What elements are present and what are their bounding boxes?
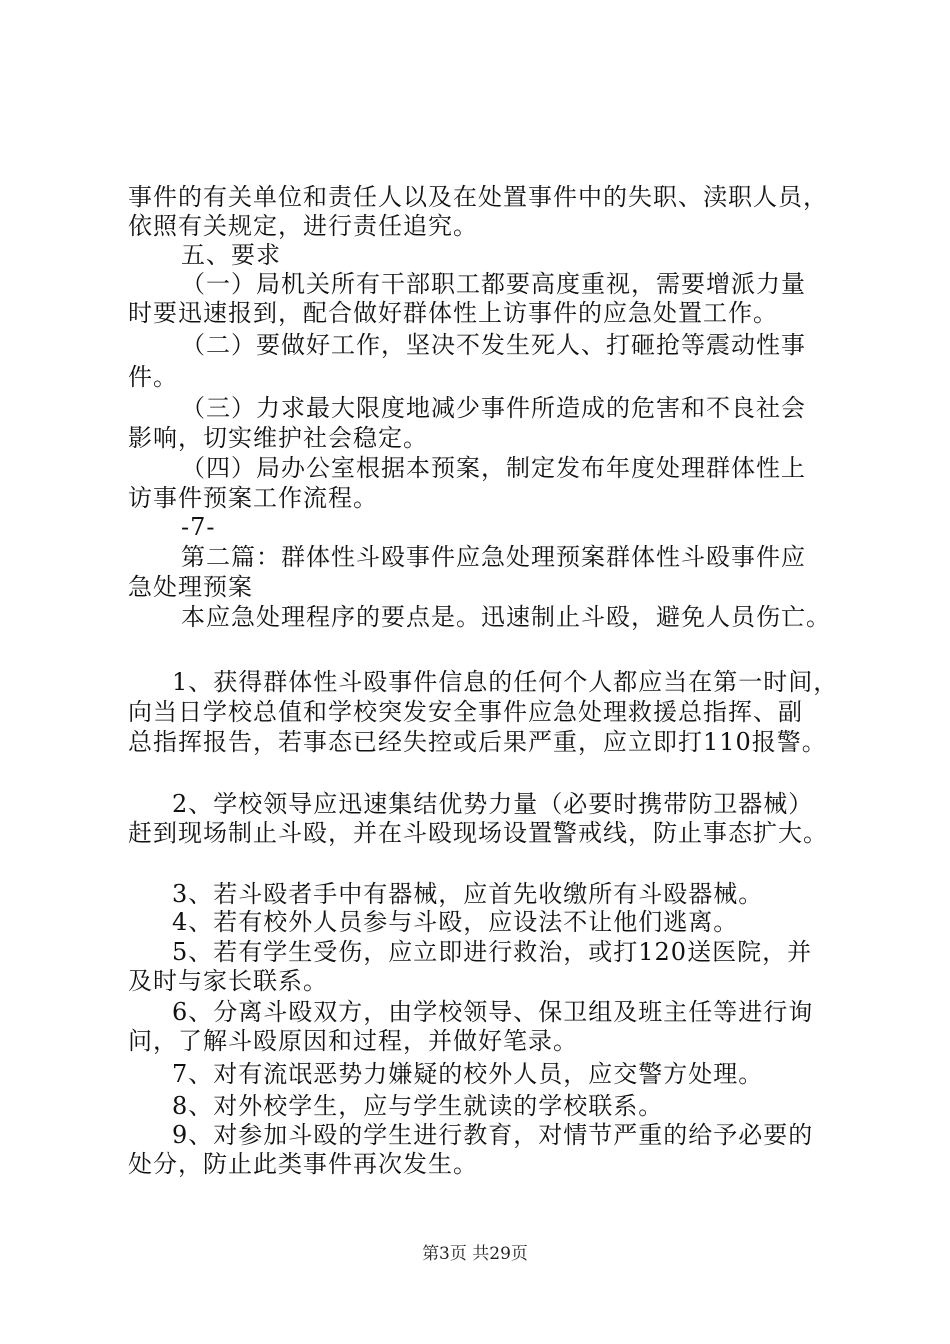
list-item: 4、若有校外人员参与斗殴，应设法不让他们逃离。 [172, 908, 739, 936]
text-line: （四）局办公室根据本预案，制定发布年度处理群体性上 [181, 454, 806, 482]
list-item: 3、若斗殴者手中有器械，应首先收缴所有斗殴器械。 [172, 880, 764, 908]
list-item: 1、获得群体性斗殴事件信息的任何个人都应当在第一时间， [172, 668, 839, 696]
text-line: 处分，防止此类事件再次发生。 [128, 1150, 478, 1178]
chapter-title: 急处理预案 [128, 573, 253, 601]
text-line: 事件的有关单位和责任人以及在处置事件中的失职、渎职人员， [128, 183, 828, 211]
list-item: 6、分离斗殴双方，由学校领导、保卫组及班主任等进行询 [172, 998, 814, 1026]
section-heading: 五、要求 [181, 241, 281, 269]
list-item: 5、若有学生受伤，应立即进行救治，或打120送医院，并 [172, 938, 813, 966]
text-line: 赶到现场制止斗殴，并在斗殴现场设置警戒线，防止事态扩大。 [128, 819, 828, 847]
page-marker: -7- [181, 513, 216, 541]
text-line: 问，了解斗殴原因和过程，并做好笔录。 [128, 1027, 578, 1055]
text-line: 本应急处理程序的要点是。迅速制止斗殴，避免人员伤亡。 [181, 603, 831, 631]
text-line: 及时与家长联系。 [128, 967, 328, 995]
text-line: 向当日学校总值和学校突发安全事件应急处理救援总指挥、副 [128, 698, 803, 726]
text-line: 访事件预案工作流程。 [128, 484, 378, 512]
text-line: （三）力求最大限度地减少事件所造成的危害和不良社会 [181, 394, 806, 422]
list-item: 9、对参加斗殴的学生进行教育，对情节严重的给予必要的 [172, 1121, 814, 1149]
list-item: 8、对外校学生，应与学生就读的学校联系。 [172, 1092, 664, 1120]
page-footer: 第3页 共29页 [422, 1244, 528, 1264]
text-line: （二）要做好工作，坚决不发生死人、打砸抢等震动性事 [181, 331, 806, 359]
text-line: 依照有关规定，进行责任追究。 [128, 212, 478, 240]
list-item: 7、对有流氓恶势力嫌疑的校外人员，应交警方处理。 [172, 1060, 764, 1088]
text-line: 总指挥报告，若事态已经失控或后果严重，应立即打110报警。 [128, 728, 827, 756]
text-line: 影响，切实维护社会稳定。 [128, 424, 428, 452]
list-item: 2、学校领导应迅速集结优势力量（必要时携带防卫器械） [172, 790, 814, 818]
text-line: （一）局机关所有干部职工都要高度重视，需要增派力量 [181, 270, 806, 298]
text-line: 时要迅速报到，配合做好群体性上访事件的应急处置工作。 [128, 299, 778, 327]
chapter-title: 第二篇：群体性斗殴事件应急处理预案群体性斗殴事件应 [181, 543, 806, 571]
text-line: 件。 [128, 363, 178, 391]
